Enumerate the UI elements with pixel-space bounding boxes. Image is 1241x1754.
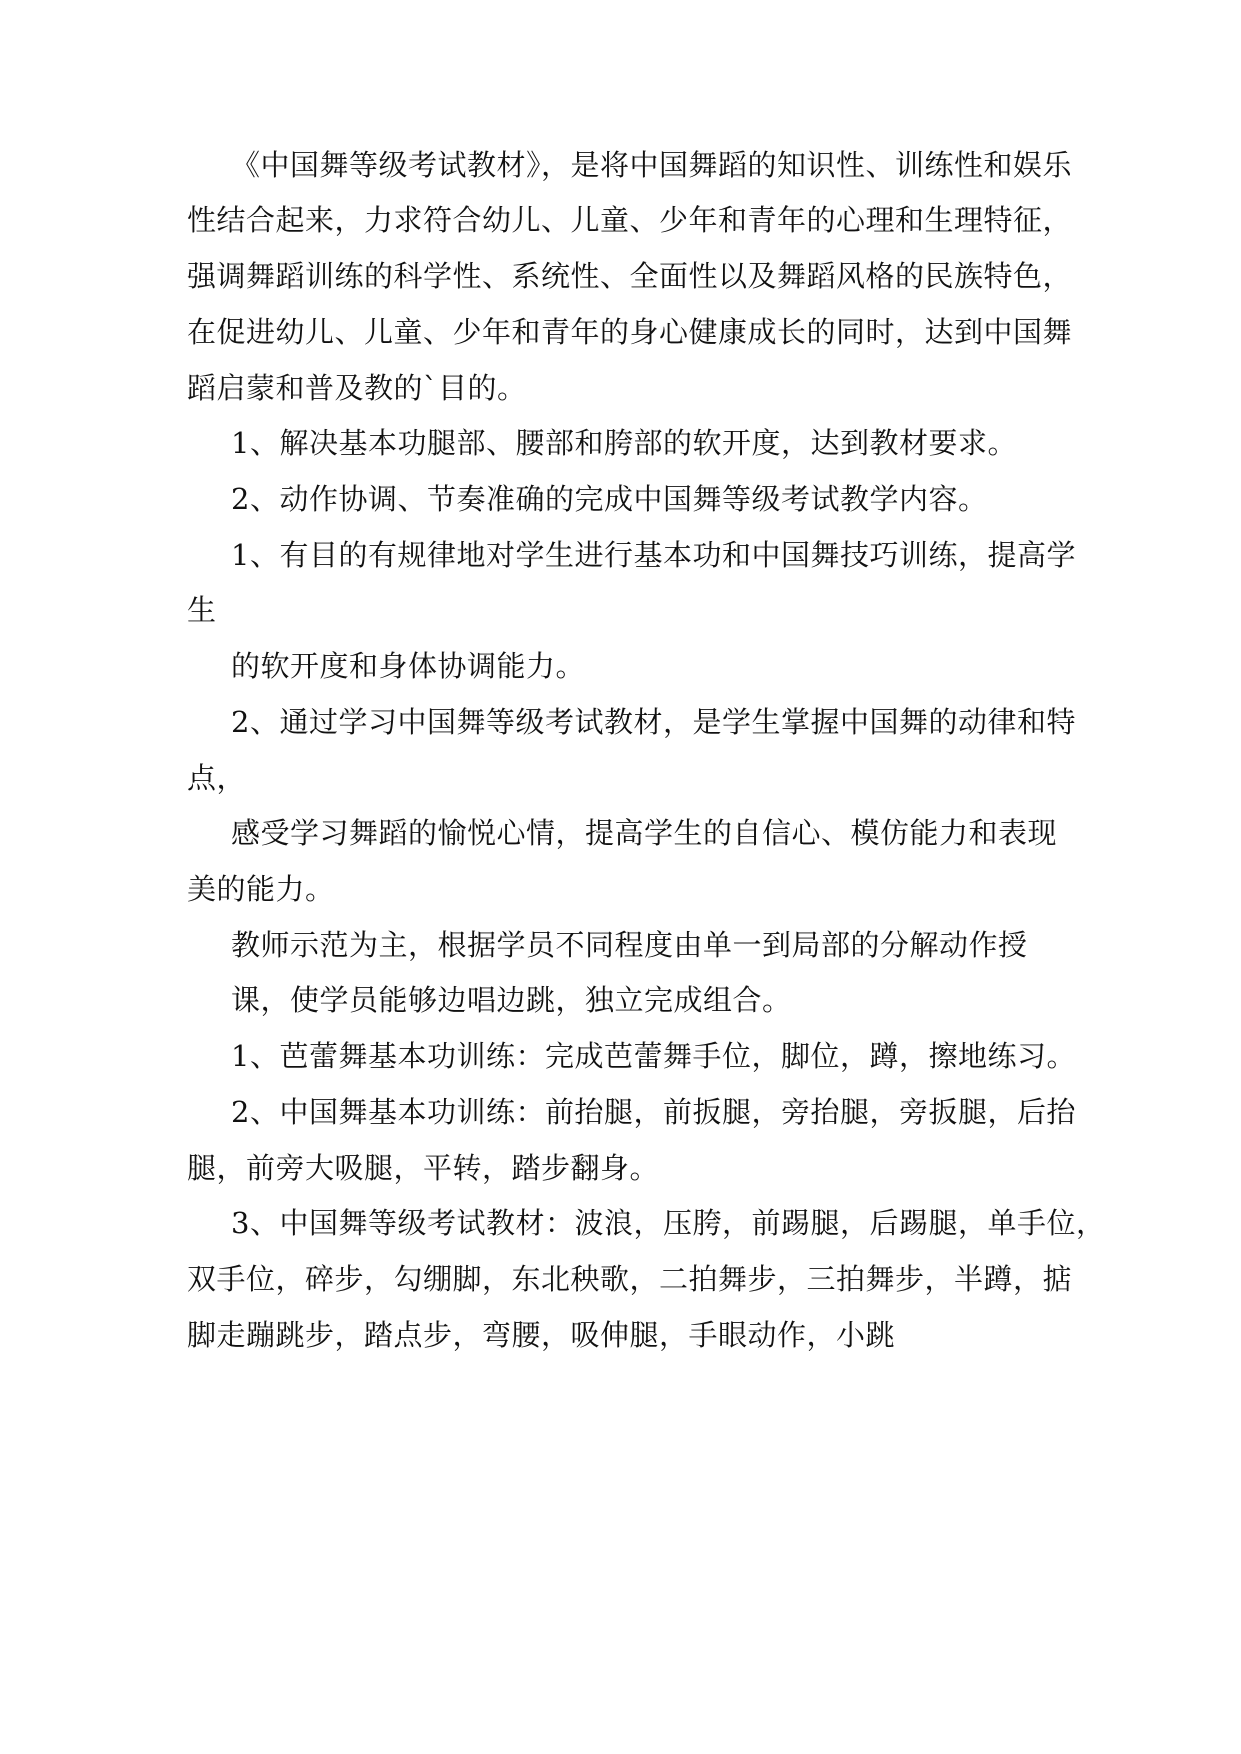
text-line: 课，使学员能够边唱边跳，独立完成组合。 bbox=[231, 983, 792, 1017]
text-line: 性结合起来，力求符合幼儿、儿童、少年和青年的心理和生理特征， bbox=[187, 203, 1073, 237]
text-line: 2、通过学习中国舞等级考试教材，是学生掌握中国舞的动律和特 bbox=[231, 705, 1076, 739]
text-line: 蹈启蒙和普及教的`目的。 bbox=[187, 371, 527, 405]
text-line: 2、中国舞基本功训练：前抬腿，前扳腿，旁抬腿，旁扳腿，后抬 bbox=[231, 1095, 1076, 1129]
text-line: 双手位，碎步，勾绷脚，东北秧歌，二拍舞步，三拍舞步，半蹲，掂 bbox=[187, 1262, 1073, 1296]
text-line: 在促进幼儿、儿童、少年和青年的身心健康成长的同时，达到中国舞 bbox=[187, 315, 1073, 349]
text-line: 《中国舞等级考试教材》，是将中国舞蹈的知识性、训练性和娱乐 bbox=[231, 148, 1073, 182]
text-line: 2、动作协调、节奏准确的完成中国舞等级考试教学内容。 bbox=[231, 482, 988, 516]
text-line: 感受学习舞蹈的愉悦心情，提高学生的自信心、模仿能力和表现 bbox=[231, 816, 1058, 850]
text-line: 1、解决基本功腿部、腰部和胯部的软开度，达到教材要求。 bbox=[231, 426, 1017, 460]
text-line: 生 bbox=[187, 593, 217, 627]
text-line: 1、有目的有规律地对学生进行基本功和中国舞技巧训练，提高学 bbox=[231, 538, 1076, 572]
text-line: 3、中国舞等级考试教材：波浪，压胯，前踢腿，后踢腿，单手位， bbox=[231, 1206, 1106, 1240]
text-line: 点， bbox=[187, 761, 247, 795]
text-line: 腿，前旁大吸腿，平转，踏步翻身。 bbox=[187, 1151, 660, 1185]
text-line: 美的能力。 bbox=[187, 872, 335, 906]
text-line: 脚走蹦跳步，踏点步，弯腰，吸伸腿，手眼动作，小跳 bbox=[187, 1318, 896, 1352]
text-line: 1、芭蕾舞基本功训练：完成芭蕾舞手位，脚位，蹲，擦地练习。 bbox=[231, 1039, 1076, 1073]
text-line: 强调舞蹈训练的科学性、系统性、全面性以及舞蹈风格的民族特色， bbox=[187, 259, 1073, 293]
text-line: 的软开度和身体协调能力。 bbox=[231, 649, 586, 683]
text-line: 教师示范为主，根据学员不同程度由单一到局部的分解动作授 bbox=[231, 928, 1028, 962]
